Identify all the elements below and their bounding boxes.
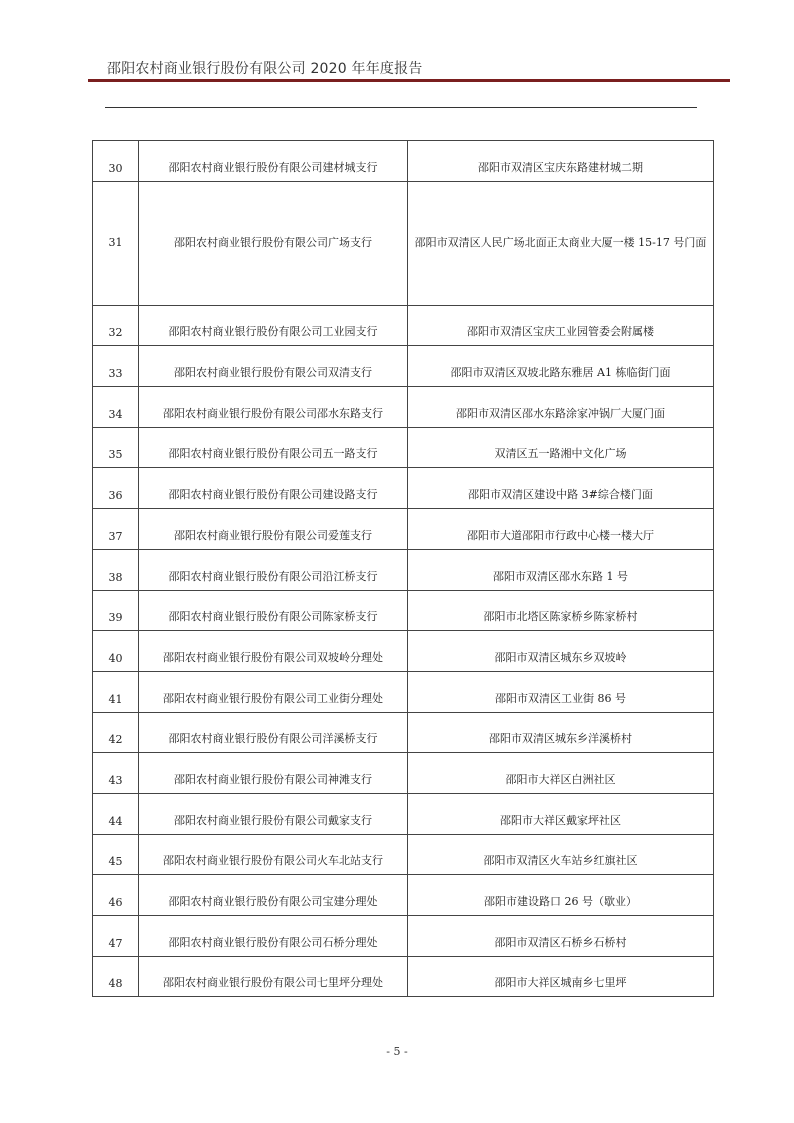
branch-name: 邵阳农村商业银行股份有限公司陈家桥支行	[168, 610, 378, 624]
branch-name-cell	[139, 753, 408, 794]
table-row	[93, 387, 714, 428]
branch-name: 邵阳农村商业银行股份有限公司工业园支行	[168, 325, 378, 339]
row-number: 46	[108, 896, 123, 909]
branch-name: 邵阳农村商业银行股份有限公司五一路支行	[168, 447, 378, 461]
branch-address-cell	[408, 631, 714, 672]
table-row	[93, 509, 714, 550]
branch-address: 邵阳市北塔区陈家桥乡陈家桥村	[483, 610, 638, 624]
branch-address: 邵阳市大道邵阳市行政中心楼一楼大厅	[467, 528, 654, 542]
table-row	[93, 305, 714, 346]
branch-address: 双清区五一路湘中文化广场	[494, 447, 627, 461]
branch-name: 邵阳农村商业银行股份有限公司双清支行	[174, 366, 372, 380]
branch-address: 邵阳市双清区宝庆工业园管委会附属楼	[467, 325, 654, 339]
branch-address-cell	[408, 875, 714, 916]
branch-name-cell	[139, 590, 408, 631]
row-number: 43	[108, 773, 123, 787]
header-thin-divider	[105, 107, 697, 108]
branch-name-cell	[139, 834, 408, 875]
row-number-cell	[93, 590, 139, 631]
row-number: 32	[108, 326, 123, 340]
branch-name-cell	[139, 712, 408, 753]
branch-address-cell	[408, 468, 714, 509]
branch-name-cell	[139, 631, 408, 672]
row-number-cell	[93, 956, 139, 997]
branch-name: 邵阳农村商业银行股份有限公司石桥分理处	[168, 935, 378, 949]
row-number: 39	[108, 611, 123, 625]
branch-name: 邵阳农村商业银行股份有限公司建设路支行	[168, 488, 378, 502]
row-number: 30	[108, 161, 123, 175]
branch-address-cell	[408, 753, 714, 794]
branch-name: 邵阳农村商业银行股份有限公司沿江桥支行	[168, 569, 378, 583]
row-number: 37	[108, 529, 123, 543]
table-row	[93, 875, 714, 916]
row-number-cell	[93, 753, 139, 794]
branch-name-cell	[139, 387, 408, 428]
branch-address-cell	[408, 509, 714, 550]
row-number: 36	[108, 489, 123, 503]
row-number: 42	[108, 733, 123, 747]
row-number-cell	[93, 916, 139, 957]
row-number-cell	[93, 834, 139, 875]
row-number: 45	[108, 855, 123, 869]
branch-address-cell	[408, 427, 714, 468]
branch-name: 邵阳农村商业银行股份有限公司双坡岭分理处	[163, 650, 383, 664]
branch-name-cell	[139, 875, 408, 916]
branch-address-cell	[408, 956, 714, 997]
branch-address: 邵阳市双清区建设中路 3#综合楼门面	[468, 488, 653, 502]
row-number: 31	[108, 236, 123, 250]
branch-name-cell	[139, 468, 408, 509]
branch-name-cell	[139, 956, 408, 997]
row-number-cell	[93, 387, 139, 428]
branch-address-cell	[408, 549, 714, 590]
table-row	[93, 916, 714, 957]
row-number: 34	[108, 407, 123, 421]
table-row	[93, 793, 714, 834]
branch-name: 邵阳农村商业银行股份有限公司建材城支行	[168, 160, 378, 174]
branch-address: 邵阳市双清区火车站乡红旗社区	[483, 854, 638, 868]
row-number-cell	[93, 712, 139, 753]
row-number: 41	[108, 692, 123, 706]
branch-address: 邵阳市双清区城东乡双坡岭	[494, 650, 627, 664]
table-row	[93, 427, 714, 468]
branch-address: 邵阳市大祥区城南乡七里坪	[494, 976, 627, 990]
branch-address: 邵阳市大祥区白洲社区	[505, 772, 616, 786]
branch-name: 邵阳农村商业银行股份有限公司广场支行	[174, 236, 372, 250]
branch-address: 邵阳市双清区人民广场北面正太商业大厦一楼 15-17 号门面	[414, 236, 707, 250]
row-number: 48	[108, 977, 123, 991]
branch-address: 邵阳市建设路口 26 号（歇业）	[484, 895, 637, 908]
branch-table	[92, 140, 714, 997]
branch-name: 邵阳农村商业银行股份有限公司邵水东路支行	[163, 406, 383, 420]
branch-address: 邵阳市大祥区戴家坪社区	[500, 813, 621, 827]
row-number: 47	[108, 936, 123, 950]
branch-name: 邵阳农村商业银行股份有限公司宝建分理处	[168, 895, 378, 908]
branch-address-cell	[408, 387, 714, 428]
row-number: 33	[108, 367, 123, 381]
branch-name-cell	[139, 181, 408, 305]
row-number-cell	[93, 468, 139, 509]
branch-address-cell	[408, 671, 714, 712]
branch-address: 邵阳市双清区石桥乡石桥村	[494, 935, 627, 949]
branch-address-cell	[408, 793, 714, 834]
branch-name-cell	[139, 549, 408, 590]
row-number-cell	[93, 141, 139, 182]
branch-address-cell	[408, 590, 714, 631]
branch-name: 邵阳农村商业银行股份有限公司工业街分理处	[163, 691, 383, 705]
branch-name: 邵阳农村商业银行股份有限公司洋溪桥支行	[168, 732, 378, 746]
branch-name: 邵阳农村商业银行股份有限公司火车北站支行	[163, 854, 383, 868]
branch-address: 邵阳市双清区城东乡洋溪桥村	[489, 732, 632, 746]
branch-name: 邵阳农村商业银行股份有限公司神滩支行	[174, 772, 372, 786]
header-divider	[88, 79, 730, 82]
branch-address-cell	[408, 834, 714, 875]
row-number-cell	[93, 671, 139, 712]
table-row	[93, 956, 714, 997]
row-number: 38	[108, 570, 123, 584]
branch-address: 邵阳市双清区邵水东路 1 号	[493, 569, 628, 583]
branch-name-cell	[139, 671, 408, 712]
branch-address-cell	[408, 305, 714, 346]
branch-name-cell	[139, 509, 408, 550]
page-header-title: 邵阳农村商业银行股份有限公司 2020 年年度报告	[107, 61, 423, 77]
branch-name-cell	[139, 916, 408, 957]
row-number-cell	[93, 427, 139, 468]
row-number: 40	[108, 651, 123, 665]
branch-address-cell	[408, 916, 714, 957]
branch-table-body	[93, 141, 714, 997]
branch-name-cell	[139, 793, 408, 834]
row-number-cell	[93, 631, 139, 672]
table-row	[93, 753, 714, 794]
branch-name-cell	[139, 305, 408, 346]
row-number: 35	[108, 448, 123, 462]
row-number-cell	[93, 549, 139, 590]
branch-address: 邵阳市双清区邵水东路涂家冲锅厂大厦门面	[456, 406, 665, 420]
branch-address: 邵阳市双清区工业街 86 号	[495, 691, 626, 705]
table-row	[93, 712, 714, 753]
table-row	[93, 590, 714, 631]
table-row	[93, 631, 714, 672]
table-row	[93, 468, 714, 509]
branch-address-cell	[408, 346, 714, 387]
row-number-cell	[93, 346, 139, 387]
row-number-cell	[93, 793, 139, 834]
branch-name-cell	[139, 427, 408, 468]
row-number-cell	[93, 305, 139, 346]
branch-name-cell	[139, 346, 408, 387]
branch-name-cell	[139, 141, 408, 182]
table-row	[93, 181, 714, 305]
table-row	[93, 549, 714, 590]
branch-address-cell	[408, 712, 714, 753]
branch-name: 邵阳农村商业银行股份有限公司七里坪分理处	[163, 976, 383, 990]
table-row	[93, 141, 714, 182]
branch-name: 邵阳农村商业银行股份有限公司戴家支行	[174, 813, 372, 827]
table-row	[93, 346, 714, 387]
row-number-cell	[93, 875, 139, 916]
branch-name: 邵阳农村商业银行股份有限公司爱莲支行	[174, 528, 372, 542]
row-number-cell	[93, 181, 139, 305]
branch-address-cell	[408, 141, 714, 182]
page-number: - 5 -	[386, 1045, 408, 1058]
table-row	[93, 834, 714, 875]
branch-address-cell	[408, 181, 714, 305]
branch-address: 邵阳市双清区宝庆东路建材城二期	[478, 160, 643, 174]
row-number: 44	[108, 814, 123, 828]
row-number-cell	[93, 509, 139, 550]
branch-address: 邵阳市双清区双坡北路东雅居 A1 栋临街门面	[450, 366, 671, 380]
table-row	[93, 671, 714, 712]
